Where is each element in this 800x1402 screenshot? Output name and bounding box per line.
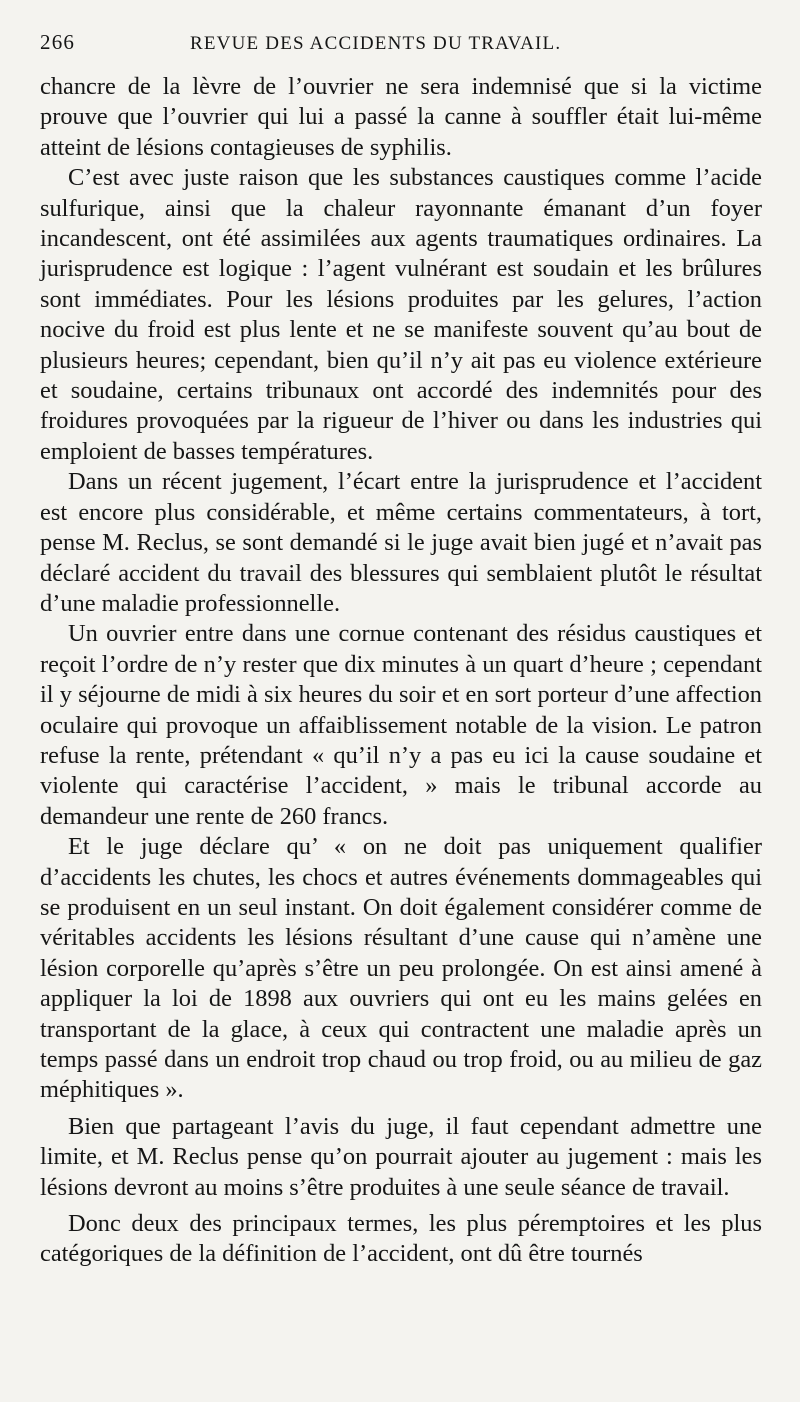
- running-header: [40, 30, 762, 60]
- running-title: REVUE DES ACCIDENTS DU TRAVAIL.: [190, 33, 562, 54]
- paragraph-5: Et le juge déclare qu’ « on ne doit pas uniquement qualifier d’accidents les chutes, les chocs et autres événements dommageables qui se produisent en un seul instant. On doit également considérer comme de véritables accidents les lésions résultant d’une cause qui n’amène une lésion corporelle qu’après s’être un peu prolongée. On est ainsi amené à appliquer la loi de 1898 aux ouvriers qui ont eu les mains gelées en transportant de la glace, à ceux qui contractent une maladie après un temps passé dans un endroit trop chaud ou trop froid, ou au milieu de gaz méphitiques ».: [40, 833, 762, 1104]
- paragraph-2: C’est avec juste raison que les substances caustiques comme l’acide sulfurique, ainsi que la chaleur rayonnante émanant d’un foyer incandescent, ont été assimilées aux agents traumatiques ordinaires. La jurisprudence est logique : l’agent vulnérant est soudain et les brûlures sont immédiates. Pour les lésions produites par les gelures, l’action nocive du froid est plus lente et ne se manifeste souvent qu’au bout de plusieurs heures; cependant, bien qu’il n’y ait pas eu violence extérieure et soudaine, certains tribunaux ont accordé des indemnités pour des froidures provoquées par la rigueur de l’hiver ou dans les industries qui emploient de basses températures.: [40, 164, 762, 465]
- page-number: 266: [40, 30, 76, 54]
- body-text: [40, 72, 762, 1270]
- paragraph-6: Bien que partageant l’avis du juge, il faut cependant admettre une limite, et M. Reclus pense qu’on pourrait ajouter au jugement : mais les lésions devront au moins s’être produites à une seule séance de travail.: [40, 1112, 762, 1201]
- paragraph-1: chancre de la lèvre de l’ouvrier ne sera indemnisé que si la victime prouve que l’ouvrier qui lui a passé la canne à souffler était lui-même atteint de lésions contagieuses de syphilis.: [40, 73, 762, 161]
- paragraph-7: Donc deux des principaux termes, les plus péremptoires et les plus catégoriques de la définition de l’accident, ont dû être tournés: [40, 1210, 762, 1268]
- paragraph-3: Dans un récent jugement, l’écart entre la jurisprudence et l’accident est encore plus considérable, et même certains commentateurs, à tort, pense M. Reclus, se sont demandé si le juge avait bien jugé et n’avait pas déclaré accident du travail des blessures qui semblaient plutôt le résultat d’une maladie professionnelle.: [40, 468, 762, 617]
- paragraph-4: Un ouvrier entre dans une cornue contenant des résidus caustiques et reçoit l’ordre de n’y rester que dix minutes à un quart d’heure ; cependant il y séjourne de midi à six heures du soir et en sort porteur d’une affection oculaire qui provoque un affaiblissement notable de la vision. Le patron refuse la rente, prétendant « qu’il n’y a pas eu ici la cause soudaine et violente qui caractérise l’accident, » mais le tribunal accorde au demandeur une rente de 260 francs.: [40, 620, 762, 830]
